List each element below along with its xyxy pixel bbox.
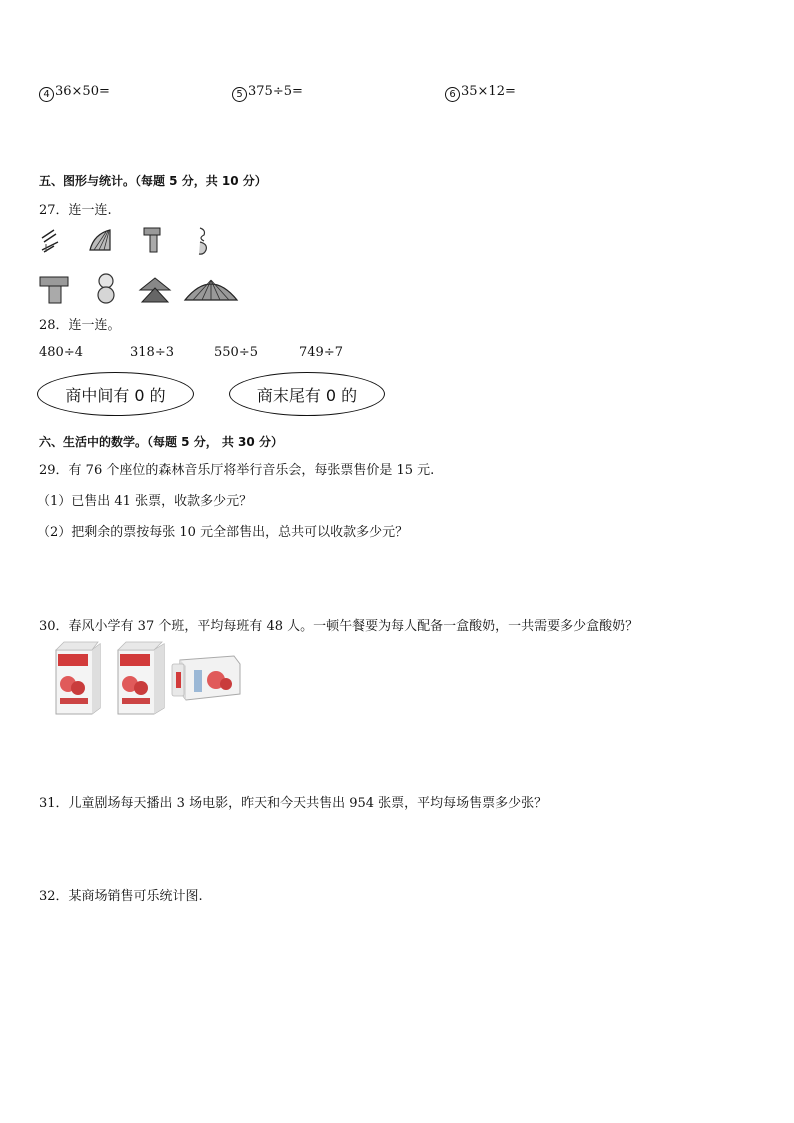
yogurt-carton-image <box>114 640 168 716</box>
question-30: 30．春风小学有 37 个班，平均每班有 48 人。一顿午餐要为每人配备一盒酸奶，一共需要多少盒酸奶？ <box>39 619 639 634</box>
section-6-title: 六、生活中的数学。（每题 5 分， 共 30 分） <box>39 435 283 449</box>
mushroom-figure <box>38 275 70 305</box>
division-expression: 318÷3 <box>130 345 174 360</box>
snowman-figure <box>94 272 118 304</box>
question-27: 27．连一连. <box>39 203 112 218</box>
calc-item-4 <box>39 84 110 102</box>
calc-item-6 <box>445 84 516 102</box>
partial-mushroom-figure <box>142 226 162 254</box>
circled-number: 6 <box>445 87 460 102</box>
section-5-title: 五、图形与统计。（每题 5 分，共 10 分） <box>39 174 267 188</box>
division-expression: 749÷7 <box>299 345 343 360</box>
circled-number: 4 <box>39 87 54 102</box>
oval-middle-zero: 商中间有 0 的 <box>37 372 194 416</box>
division-expression: 550÷5 <box>214 345 258 360</box>
umbrella-figure <box>183 274 239 302</box>
partial-umbrella-figure <box>86 228 114 252</box>
calc-item-5 <box>232 84 303 102</box>
oval-end-zero: 商末尾有 0 的 <box>229 372 385 416</box>
question-29-part-1: （1）已售出 41 张票，收款多少元？ <box>37 494 253 509</box>
partial-snowman-figure <box>194 226 210 256</box>
circled-number: 5 <box>232 87 247 102</box>
question-28: 28．连一连。 <box>39 318 121 333</box>
partial-house-figure <box>40 228 60 254</box>
question-32: 32．某商场销售可乐统计图. <box>39 889 203 904</box>
house-figure <box>138 276 172 304</box>
yogurt-carton-image <box>52 640 104 716</box>
yogurt-carton-lying-image <box>170 652 242 704</box>
calc-expression: 35×12= <box>461 84 516 99</box>
question-31: 31．儿童剧场每天播出 3 场电影，昨天和今天共售出 954 张票，平均每场售票多少张？ <box>39 796 548 811</box>
question-29: 29．有 76 个座位的森林音乐厅将举行音乐会，每张票售价是 15 元. <box>39 463 435 478</box>
calc-expression: 36×50= <box>55 84 110 99</box>
calc-expression: 375÷5= <box>248 84 303 99</box>
question-29-part-2: （2）把剩余的票按每张 10 元全部售出，总共可以收款多少元？ <box>37 525 409 540</box>
division-expression: 480÷4 <box>39 345 83 360</box>
